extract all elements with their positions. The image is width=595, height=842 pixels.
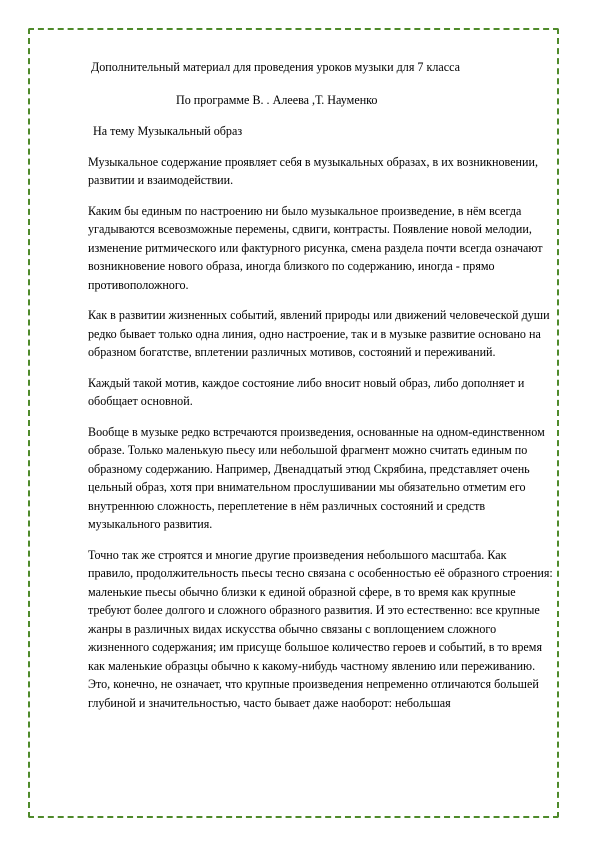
paragraph-5: Вообще в музыке редко встречаются произведения, основанные на одном-единственном образе. Только маленькую пьесу или небольшой фрагмент можно считать единым по образному содержанию. Например, Двенадцатый этюд Скрябина, представляет очень цельный образ, хотя при внимательном прослушивании мы обязательно отметим его внутреннюю сложность, переплетение в нём различных состояний и средств музыкального развития. bbox=[88, 424, 545, 531]
document-topic: На тему Музыкальный образ bbox=[93, 124, 243, 138]
document-body bbox=[88, 58, 553, 724]
paragraph-3: Как в развитии жизненных событий, явлений природы или движений человеческой души редко бывает только одна линия, одно настроение, так и в музыке развитие основано на образном богатстве, вплетении различных мотивов, состояний и переживаний. bbox=[88, 308, 550, 359]
paragraph-6: Точно так же строятся и многие другие произведения небольшого масштаба. Как правило, продолжительность пьесы тесно связана с особенностью её образного строения: маленькие пьесы обычно близки к единой образной сфере, в то время как крупные требуют более долгого и сложного образного развития. И это естественно: все крупные жанры в различных видах искусства обычно связаны с воплощением сложного жизненного содержания; им присуще большое количество героев и событий, в то время как маленькие образцы обычно к какому-нибудь частному явлению или переживанию. Это, конечно, не означает, что крупные произведения непременно отличаются большей глубиной и значительностью, часто бывает даже наоборот: небольшая bbox=[88, 547, 553, 710]
document-title: Дополнительный материал для проведения уроков музыки для 7 класса bbox=[91, 60, 461, 74]
document-subtitle: По программе В. . Алеева ,Т. Науменко bbox=[176, 92, 378, 107]
paragraph-1: Музыкальное содержание проявляет себя в музыкальных образах, в их возникновении, развитии и взаимодействии. bbox=[88, 154, 539, 187]
paragraph-4: Каждый такой мотив, каждое состояние либо вносит новый образ, либо дополняет и обобщает основной. bbox=[88, 375, 525, 408]
paragraph-2: Каким бы единым по настроению ни было музыкальное произведение, в нём всегда угадываются всевозможные перемены, сдвиги, контрасты. Появление новой мелодии, изменение ритмического или фактурного рисунка, смена раздела почти всегда означают возникновение нового образа, иногда близкого по содержанию, иногда - прямо противоположного. bbox=[88, 203, 543, 292]
